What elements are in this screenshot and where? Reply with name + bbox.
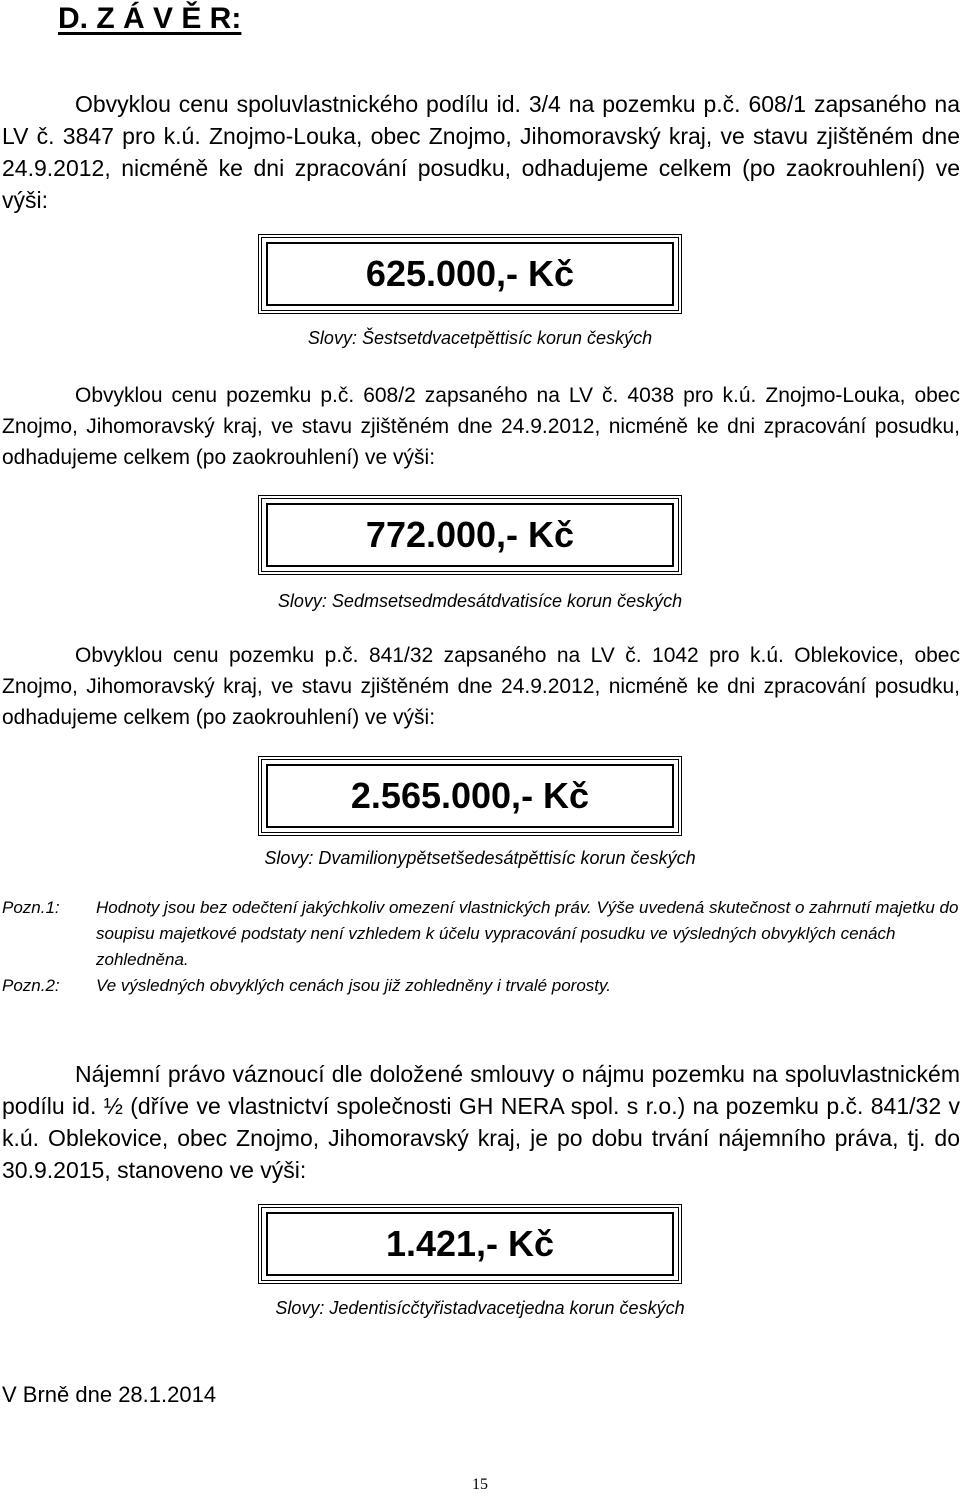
amount-in-words-2: Slovy: Sedmsetsedmdesátdvatisíce korun českých: [277, 591, 683, 611]
note-label: Pozn.1:: [2, 898, 60, 917]
page-number: 15: [472, 1476, 488, 1493]
note-label: Pozn.2:: [2, 976, 60, 995]
amount-value-4: 1.421,- Kč: [385, 1223, 555, 1264]
amount-in-words-1: Slovy: Šestsetdvacetpěttisíc korun českých: [307, 328, 653, 348]
place-date-signoff: V Brně dne 28.1.2014: [2, 1382, 217, 1407]
amount-value-3: 2.565.000,- Kč: [350, 775, 590, 816]
amount-box-3: [258, 756, 682, 836]
valuation-paragraph-3: Obvyklou cenu pozemku p.č. 841/32 zapsaného na LV č. 1042 pro k.ú. Oblekovice, obec Znojmo, Jihomoravský kraj, ve stavu zjištěném dne 24.9.2012, nicméně ke dni zpracování posudku, odhadujeme celkem (po zaokrouhlení) ve výši:: [2, 644, 960, 729]
notes: [2, 895, 960, 999]
amount-box-4: [258, 1204, 682, 1284]
valuation-paragraph-1: Obvyklou cenu spoluvlastnického podílu id. 3/4 na pozemku p.č. 608/1 zapsaného na LV č. 3847 pro k.ú. Znojmo-Louka, obec Znojmo, Jihomoravský kraj, ve stavu zjištěném dne 24.9.2012, nicméně ke dni zpracování posudku, odhadujeme celkem (po zaokrouhlení) ve výši:: [2, 91, 960, 213]
note-2: [2, 973, 960, 999]
note-1: [2, 895, 960, 973]
amount-box-2: [258, 495, 682, 575]
note-text: Ve výsledných obvyklých cenách jsou již zohledněny i trvalé porosty.: [96, 976, 611, 995]
amount-box-1: [258, 234, 682, 314]
amount-in-words-4: Slovy: Jedentisícčtyřistadvacetjedna korun českých: [275, 1298, 685, 1318]
amount-value-1: 625.000,- Kč: [365, 253, 575, 294]
lease-paragraph: Nájemní právo váznoucí dle doložené smlouvy o nájmu pozemku na spoluvlastnickém podílu id. ½ (dříve ve vlastnictví společnosti GH NERA spol. s r.o.) na pozemku p.č. 841/32 v k.ú. Oblekovice, obec Znojmo, Jihomoravský kraj, je po dobu trvání nájemního práva, tj. do 30.9.2015, stanoveno ve výši:: [2, 1061, 960, 1183]
amount-value-2: 772.000,- Kč: [365, 514, 575, 555]
conclusion-heading: D. Z Á V Ě R:: [58, 2, 242, 35]
valuation-paragraph-2: Obvyklou cenu pozemku p.č. 608/2 zapsaného na LV č. 4038 pro k.ú. Znojmo-Louka, obec Znojmo, Jihomoravský kraj, ve stavu zjištěném dne 24.9.2012, nicméně ke dni zpracování posudku, odhadujeme celkem (po zaokrouhlení) ve výši:: [2, 384, 960, 469]
amount-in-words-3: Slovy: Dvamilionypětsetšedesátpěttisíc korun českých: [264, 848, 696, 868]
note-text: Hodnoty jsou bez odečtení jakýchkoliv omezení vlastnických práv. Výše uvedená skutečnost o zahrnutí majetku do soupisu majetkové podstaty není vzhledem k účelu vypracování posudku ve výsledných obvyklých cenách zohledněna.: [96, 898, 959, 969]
